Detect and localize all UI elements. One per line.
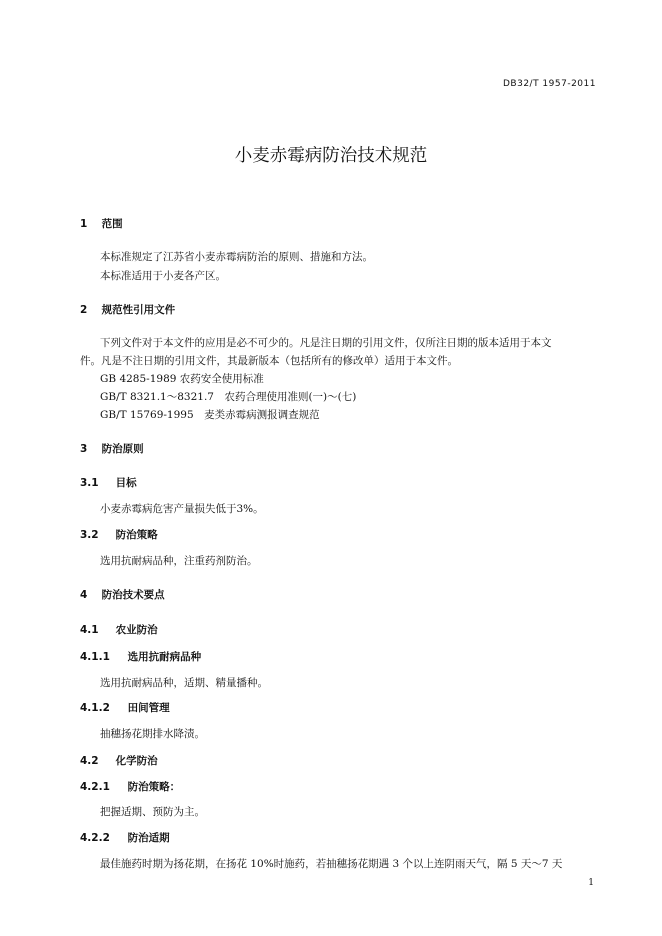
paragraph: 本标准适用于小麦各产区。 xyxy=(100,270,226,282)
heading-scope xyxy=(80,216,123,231)
heading-number: 1 xyxy=(80,218,88,230)
heading-number: 3 xyxy=(80,443,88,455)
paragraph: 下列文件对于本文件的应用是必不可少的。凡是注日期的引用文件，仅所注日期的版本适用于本文 xyxy=(100,337,552,349)
document-title: 小麦赤霉病防治技术规范 xyxy=(234,146,428,166)
standard-code: DB32/T 1957-2011 xyxy=(502,79,596,89)
heading-text: 防治策略： xyxy=(127,781,181,793)
paragraph: 把握适期、预防为主。 xyxy=(100,806,205,818)
heading-number: 2 xyxy=(80,304,88,316)
paragraph: 最佳施药时期为扬花期，在扬花 10%时施药，若抽穗扬花期遇 3 个以上连阴雨天气，隔 5 天～7 天 xyxy=(100,858,563,870)
heading-number: 4.1.2 xyxy=(80,702,110,714)
heading-technical-points xyxy=(80,587,165,602)
heading-agricultural-control xyxy=(80,622,158,637)
heading-text: 化学防治 xyxy=(115,755,158,767)
heading-text: 防治技术要点 xyxy=(101,589,165,601)
heading-text: 防治策略 xyxy=(115,529,158,541)
page-number: 1 xyxy=(588,878,594,888)
heading-text: 田间管理 xyxy=(127,702,170,714)
heading-number: 4.1.1 xyxy=(80,651,110,663)
heading-text: 选用抗耐病品种 xyxy=(127,651,202,663)
heading-control-strategy xyxy=(80,779,180,794)
reference-item: GB/T 15769-1995 麦类赤霉病测报调查规范 xyxy=(100,409,320,421)
paragraph: 小麦赤霉病危害产量损失低于3%。 xyxy=(100,503,264,515)
reference-item: GB/T 8321.1～8321.7 农药合理使用准则(一)～(七) xyxy=(100,391,357,403)
heading-number: 3.1 xyxy=(80,477,99,489)
heading-text: 范围 xyxy=(101,218,123,230)
heading-number: 4.1 xyxy=(80,624,99,636)
heading-number: 4.2.1 xyxy=(80,781,110,793)
heading-strategy xyxy=(80,527,158,542)
heading-text: 规范性引用文件 xyxy=(101,304,176,316)
paragraph: 抽穗扬花期排水降渍。 xyxy=(100,728,205,740)
heading-resistant-varieties xyxy=(80,649,201,664)
heading-text: 目标 xyxy=(115,477,137,489)
heading-field-management xyxy=(80,700,170,715)
heading-text: 防治原则 xyxy=(101,443,144,455)
heading-number: 4 xyxy=(80,589,88,601)
reference-item: GB 4285-1989 农药安全使用标准 xyxy=(100,373,264,385)
heading-target xyxy=(80,475,137,490)
heading-principles xyxy=(80,441,144,456)
paragraph: 本标准规定了江苏省小麦赤霉病防治的原则、措施和方法。 xyxy=(100,251,373,263)
heading-number: 3.2 xyxy=(80,529,99,541)
paragraph-continuation: 件。凡是不注日期的引用文件，其最新版本（包括所有的修改单）适用于本文件。 xyxy=(80,355,458,367)
paragraph: 选用抗耐病品种，注重药剂防治。 xyxy=(100,555,258,567)
heading-control-timing xyxy=(80,830,170,845)
heading-normative-references xyxy=(80,302,175,317)
paragraph: 选用抗耐病品种，适期、精量播种。 xyxy=(100,677,268,689)
heading-chemical-control xyxy=(80,753,158,768)
heading-number: 4.2.2 xyxy=(80,832,110,844)
heading-text: 农业防治 xyxy=(115,624,158,636)
heading-number: 4.2 xyxy=(80,755,99,767)
heading-text: 防治适期 xyxy=(127,832,170,844)
